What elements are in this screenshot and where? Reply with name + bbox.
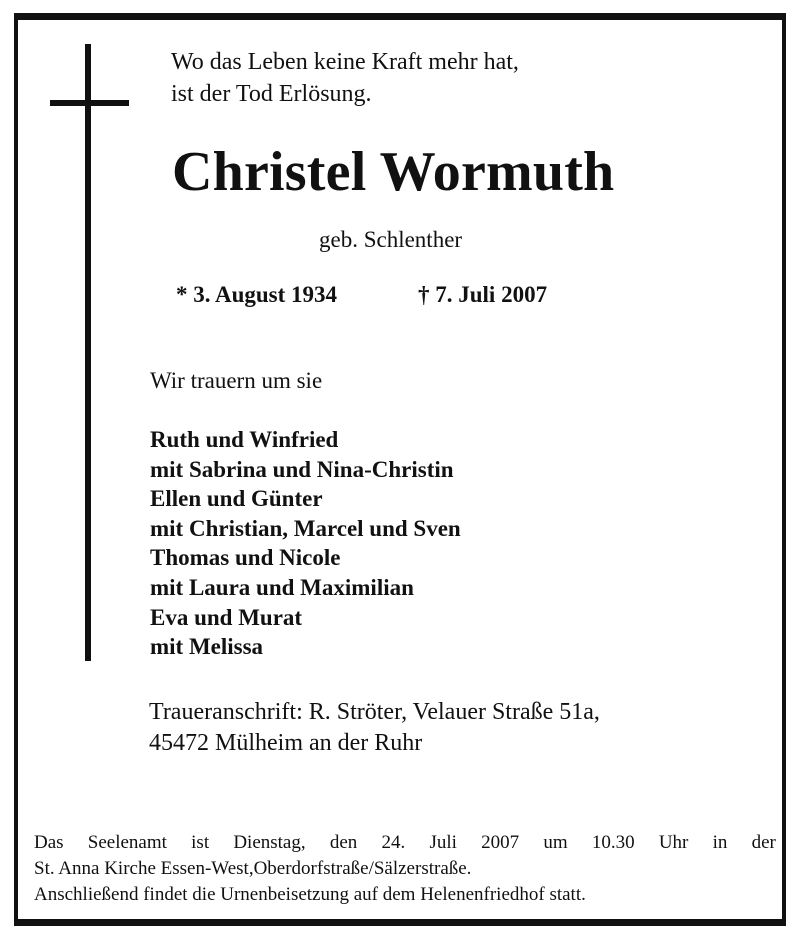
motto-line-1: Wo das Leben keine Kraft mehr hat,	[171, 49, 519, 75]
service-word: 2007	[481, 832, 520, 853]
service-word: um	[543, 832, 568, 853]
cross-icon-vertical	[85, 44, 91, 661]
service-word: Das	[34, 832, 64, 853]
address-line-2: 45472 Mülheim an der Ruhr	[149, 730, 423, 756]
service-word: in	[712, 832, 728, 853]
family-member: Thomas und Nicole	[150, 545, 341, 571]
family-member: Ellen und Günter	[150, 486, 323, 512]
motto-line-2: ist der Tod Erlösung.	[171, 81, 372, 107]
service-word: Uhr	[658, 832, 689, 853]
family-member: mit Christian, Marcel und Sven	[150, 515, 461, 541]
family-member: Ruth und Winfried	[150, 427, 339, 452]
service-word: 10.30	[591, 832, 635, 853]
family-member: mit Sabrina und Nina-Christin	[150, 456, 454, 482]
death-date: † 7. Juli 2007	[418, 282, 548, 307]
service-word: der	[751, 832, 776, 853]
service-notice	[34, 830, 776, 908]
deceased-name: Christel Wormuth	[172, 141, 615, 203]
mourning-line: Wir trauern um sie	[150, 368, 323, 393]
address-line-1: Traueranschrift: R. Ströter, Velauer Straße 51a,	[149, 699, 600, 725]
mourning-address	[149, 697, 600, 759]
service-word: Seelenamt	[87, 832, 167, 853]
service-line-1	[34, 830, 776, 856]
family-member: mit Laura und Maximilian	[150, 574, 414, 600]
maiden-name: geb. Schlenther	[319, 227, 463, 252]
family-member: Eva und Murat	[150, 604, 303, 630]
motto-quote	[171, 46, 519, 110]
service-word: den	[329, 832, 358, 853]
service-word: 24.	[381, 832, 406, 853]
family-list	[150, 425, 461, 662]
service-line-2: St. Anna Kirche Essen-West,Oberdorfstraße/Sälzerstraße.	[34, 858, 472, 879]
service-line-3: Anschließend findet die Urnenbeisetzung auf dem Helenenfriedhof statt.	[34, 884, 586, 905]
family-member: mit Melissa	[150, 634, 264, 660]
service-word: Dienstag,	[233, 832, 306, 853]
service-word: ist	[191, 832, 210, 853]
cross-icon-horizontal	[50, 100, 129, 106]
birth-date: * 3. August 1934	[176, 282, 338, 307]
service-word: Juli	[429, 832, 457, 853]
